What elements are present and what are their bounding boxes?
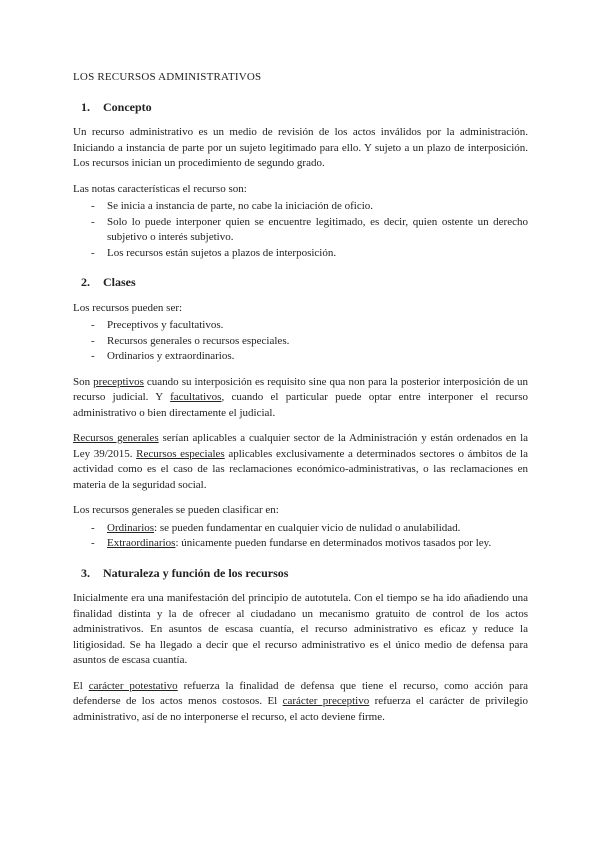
bullet-list [73,318,528,365]
text-run: : únicamente pueden fundarse en determinados motivos tasados por ley. [175,537,492,549]
text-run: refuerza el carácter de privilegio administrativo, así de no interponerse el recurso, el acto deviene firme. [73,695,529,723]
paragraph: Los recursos pueden ser: [73,301,183,314]
paragraph-preceptivos [73,375,528,422]
list-item: - Recursos generales o recursos especiales. [91,334,528,350]
paragraph: Los recursos generales se pueden clasificar en: [73,504,279,516]
text-run: aplicables exclusivamente a determinados sectores o ámbitos de la actividad como es el caso de las reclamaciones económico-administrativas, o las reclamaciones en materia de la seguridad social. [73,447,528,491]
section-number: 3. [81,565,90,580]
section-number: 2. [81,275,90,289]
underlined-term: Recursos especiales [136,447,225,460]
list-item: - Se inicia a instancia de parte, no cabe la iniciación de oficio. [91,199,528,215]
text-run: refuerza la finalidad de defensa que tiene el recurso, como acción para defenderse de los actos menos costosos. El [73,679,528,707]
paragraph: Inicialmente era una manifestación del principio de autotutela. Con el tiempo se ha ido añadiendo una finalidad distinta y la de ofrecer al ciudadano un mecanismo gratuito de control de los actos administrativos. En asuntos de escasa cuantía, el recurso administrativo es eficaz y reduce la litigiosidad. Se ha llegado a decir que el recurso administrativo es el único medio de defensa para asuntos de escasa cuantía. [73,592,528,666]
bullet-list [73,521,528,552]
underlined-term: Ordinarios [107,521,155,534]
section-title: Clases [103,275,136,289]
paragraph: Las notas características el recurso son: [73,182,247,195]
list-item [91,536,528,552]
underlined-term: carácter preceptivo [282,695,370,707]
document-title: LOS RECURSOS ADMINISTRATIVOS [73,71,262,83]
section-number: 1. [81,99,90,114]
list-item: - Los recursos están sujetos a plazos de interposición. [91,246,528,262]
text-run: El [73,679,89,692]
underlined-term: preceptivos [93,375,144,388]
text-run: Son [73,375,94,388]
paragraph-caracter [73,679,528,726]
document-body [73,70,528,735]
underlined-term: facultativos [170,391,222,403]
list-item: - Preceptivos y facultativos. [91,318,528,334]
list-item: - Ordinarios y extraordinarios. [91,349,528,365]
section-heading-concepto [73,100,528,116]
text-run: : se pueden fundamentar en cualquier vicio de nulidad o anulabilidad. [154,521,461,534]
section-heading-naturaleza [73,566,528,582]
section-title: Naturaleza y función de los recursos [103,565,289,580]
underlined-term: carácter potestativo [88,679,178,692]
paragraph-generales [73,431,528,493]
text-run: serían aplicables a cualquier sector de la Administración y están ordenados en la Ley 39/2015. [73,432,529,460]
paragraph: Un recurso administrativo es un medio de revisión de los actos inválidos por la administración. Iniciando a instancia de parte por un sujeto legitimado para ello. Y sujeto a un plazo de interposición. Los recursos inician un procedimiento de segundo grado. [73,126,528,169]
text-run: , cuando el particular puede optar entre interponer el recurso administrativo o bien directamente el judicial. [73,391,528,419]
bullet-list [73,199,528,261]
text-run: cuando su interposición es requisito sine qua non para la posterior interposición de un recurso judicial. Y [73,375,528,403]
section-title: Concepto [103,99,152,114]
list-item: - Solo lo puede interponer quien se encuentre legitimado, es decir, quien ostente un derecho subjetivo o interés subjetivo. [91,215,528,246]
underlined-term: Recursos generales [73,432,159,444]
list-item [91,521,528,537]
section-heading-clases [73,275,528,291]
underlined-term: Extraordinarios [107,537,176,549]
